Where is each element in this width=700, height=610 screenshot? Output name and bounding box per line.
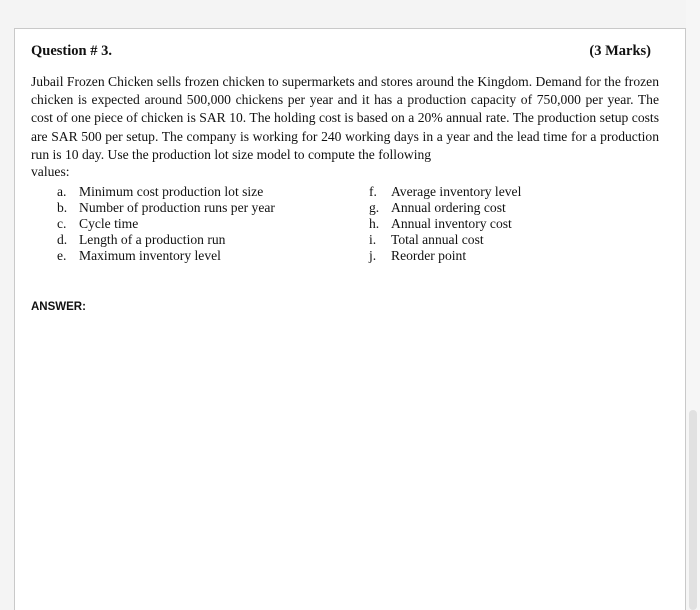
answer-label: ANSWER:: [31, 301, 86, 313]
item-list-left: [57, 184, 357, 264]
question-header: [31, 43, 651, 63]
list-item: [57, 184, 357, 200]
item-letter: i.: [369, 232, 377, 247]
item-text: Length of a production run: [79, 232, 226, 247]
list-item: [57, 232, 357, 248]
item-letter: g.: [369, 200, 380, 215]
item-text: Average inventory level: [391, 184, 522, 199]
item-letter: f.: [369, 184, 377, 199]
list-item: [57, 248, 357, 264]
list-item: [369, 216, 669, 232]
item-letter: d.: [57, 232, 68, 247]
item-text: Number of production runs per year: [79, 200, 275, 215]
item-text: Annual ordering cost: [391, 200, 506, 215]
list-item: [369, 184, 669, 200]
item-letter: e.: [57, 248, 67, 263]
question-card: [14, 28, 686, 610]
item-text: Annual inventory cost: [391, 216, 512, 231]
item-text: Total annual cost: [391, 232, 484, 247]
question-marks: (3 Marks): [589, 43, 651, 59]
item-text: Cycle time: [79, 216, 139, 231]
item-text: Maximum inventory level: [79, 248, 221, 263]
values-label: values:: [31, 164, 70, 179]
list-item: [57, 200, 357, 216]
list-item: [57, 216, 357, 232]
question-title: Question # 3.: [31, 43, 112, 59]
item-letter: b.: [57, 200, 68, 215]
list-item: [369, 200, 669, 216]
item-list-right: [369, 184, 669, 264]
item-letter: h.: [369, 216, 380, 231]
item-letter: c.: [57, 216, 67, 231]
item-text: Reorder point: [391, 248, 467, 263]
item-letter: a.: [57, 184, 67, 199]
question-body: Jubail Frozen Chicken sells frozen chicken to supermarkets and stores around the Kingdom. Demand for the frozen chicken is expected around 500,000 chickens per year and it has a production capacity of 750,000 per year. The cost of one piece of chicken is SAR 10. The holding cost is based on a 20% annual rate. The production setup costs are SAR 500 per setup. The company is working for 240 working days in a year and the lead time for a production run is 10 day. Use the production lot size model to compute the following: [31, 74, 659, 162]
item-text: Minimum cost production lot size: [79, 184, 264, 199]
scrollbar-track[interactable]: [686, 0, 700, 610]
scrollbar-thumb[interactable]: [689, 410, 697, 610]
list-item: [369, 248, 669, 264]
item-letter: j.: [369, 248, 377, 263]
list-item: [369, 232, 669, 248]
